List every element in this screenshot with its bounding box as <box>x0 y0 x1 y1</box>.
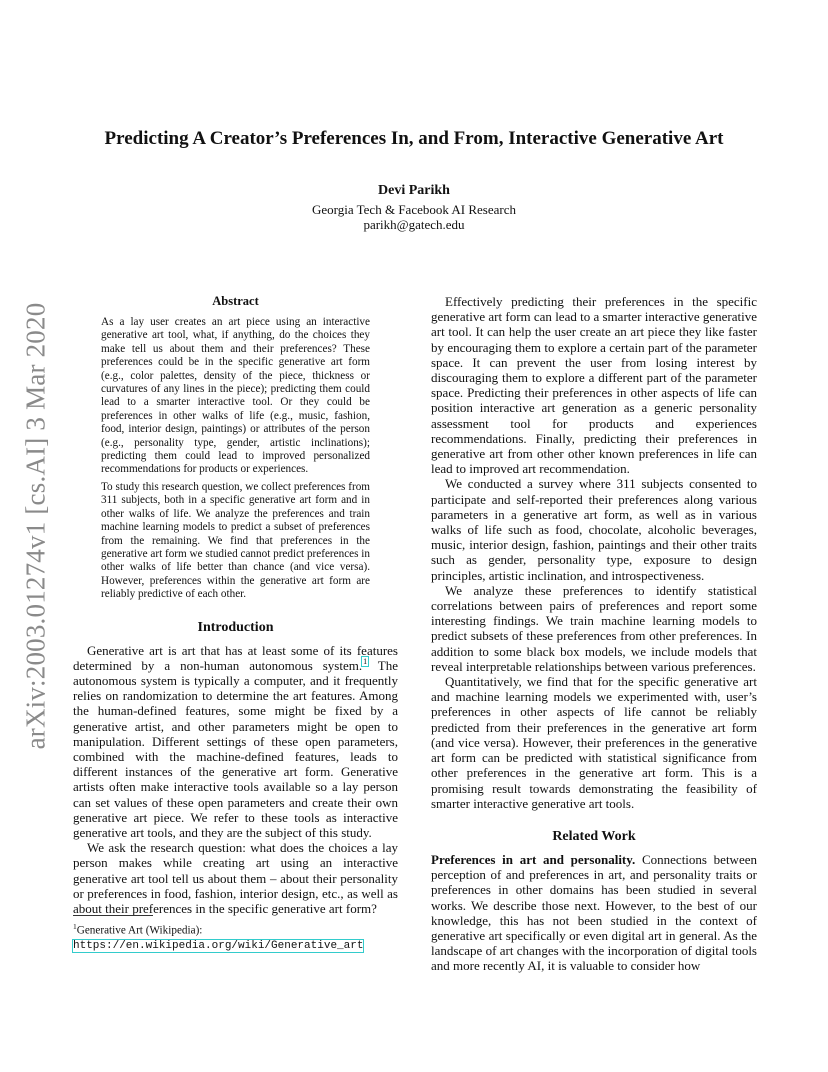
abstract-section <box>101 294 370 602</box>
left-column <box>73 294 398 916</box>
introduction-heading: Introduction <box>197 619 274 635</box>
footnote-mark: 1 <box>73 922 77 931</box>
author-affiliation: Georgia Tech & Facebook AI Research <box>311 202 516 217</box>
intro-text-after-footnote: The autonomous system is typically a computer, and it frequently relies on randomization to determine the art features. Among the human-defined features, some might be fixed by a generative artist, and other parameters might be open to manipulation. Different settings of these open parameters, combined with the machine-defined features, leads to different instances of the generative art form. Generative artists often make interactive tools available so a lay person can set values of these open parameters and create their own generative art piece. We refer to these tools as interactive generative art tools, and they are the subject of this study. <box>73 657 398 840</box>
introduction-paragraph: We ask the research question: what does the choices a lay person makes while creating art using an interactive generative art tool tell us about them – about their personality or preferences in food, fashion, interior design, etc., as well as about their preferences in the specific generative art form? <box>73 840 398 916</box>
related-work-text: Connections between perception of and preferences in art, and personality traits or preferences in other domains has been studied in several works. We describe those next. However, to the best of our knowledge, this has not been studied in the context of generative art specifically or even digital art in general. As the landscape of art changes with the incorporation of digital tools and more recently AI, it is valuable to consider how <box>431 851 757 974</box>
footnote-text <box>73 920 398 953</box>
introduction-paragraph <box>73 643 398 841</box>
body-paragraph: Quantitatively, we find that for the specific generative art and machine learning models we experimented with, user’s preferences in other aspects of life cannot be reliably predicted from their preferences in the generative art form (and vice versa). However, their preferences in the generative art form can be predicted with statistical significance from other preferences in the generative art form. This is a promising result towards demonstrating the feasibility of smarter interactive generative art tools. <box>431 674 757 811</box>
abstract-heading: Abstract <box>212 294 259 308</box>
body-paragraph: We conducted a survey where 311 subjects consented to participate and self-reported their preferences along various parameters in a generative art form, as well as in various walks of life such as food, chocolate, alcoholic beverages, music, interior design, fashion, paintings and their other traits such as gender, personality type, exposure to design principles, artistic inclination, and introspectiveness. <box>431 476 757 583</box>
body-paragraph: We analyze these preferences to identify statistical correlations between pairs of preferences and report some interesting findings. We train machine learning models to predict subsets of these preferences from other preferences. In addition to some black box models, we include models that reveal interpretable relationships between various preferences. <box>431 582 757 674</box>
arxiv-stamp-text: arXiv:2003.01274v1 [cs.AI] 3 Mar 2020 <box>20 302 51 750</box>
paper-title: Predicting A Creator’s Preferences In, and From, Interactive Generative Art <box>104 128 724 149</box>
run-in-heading: Preferences in art and personality. <box>431 851 636 867</box>
intro-text-before-footnote: Generative art is art that has at least some of its features determined by a non-human autonomous system. <box>73 642 398 673</box>
right-column <box>431 294 757 974</box>
footnote-url-link[interactable]: https://en.wikipedia.org/wiki/Generative_art <box>73 939 364 952</box>
abstract-paragraph: As a lay user creates an art piece using an interactive generative art tool, what, if anything, do the choices they make tell us about them and their preferences? These preferences could be in the specific generative art form (e.g., color palettes, density of the piece, thickness or curvatures of any lines in the piece); predicting them could lead to a smarter interactive tool. Or they could be preferences in other walks of life (e.g., music, fashion, food, interior design, paintings) or attributes of the person (e.g., personality type, gender, artistic inclinations); predicting them could lead to improved personalized recommendations for products or experiences. <box>101 316 370 476</box>
arxiv-stamp <box>14 296 58 756</box>
footnote-label: Generative Art (Wikipedia): <box>76 924 203 937</box>
related-work-heading: Related Work <box>552 828 636 844</box>
author-email: parikh@gatech.edu <box>363 217 465 232</box>
footnote-link[interactable]: 1 <box>363 657 368 667</box>
abstract-paragraph: To study this research question, we collect preferences from 311 subjects, both in a specific generative art form and in other walks of life. We analyze the preferences and train machine learning models to predict a subset of preferences from the remaining. We find that preferences in the generative art form we studied cannot predict preferences in other walks of life better than chance (and vice versa). However, preferences within the generative art form are reliably predictive of each other. <box>101 480 370 601</box>
body-paragraph: Effectively predicting their preferences in the specific generative art form can lead to a smarter interactive generative art tool. It can help the user create an art piece they like faster by encouraging them to explore a certain part of the parameter space. It can prevent the user from losing interest by discouraging them to explore a different part of the parameter space. Predicting their preferences in other aspects of life can position interactive art generation as a generic personality assessment tool for products and experiences recommendations. Finally, predicting their preferences in generative art from other other known preferences in life can lead to improved art recommendation. <box>431 294 757 477</box>
footnote <box>73 915 398 953</box>
author-name: Devi Parikh <box>378 183 450 198</box>
footnote-rule <box>73 915 153 916</box>
related-work-paragraph <box>431 852 757 974</box>
